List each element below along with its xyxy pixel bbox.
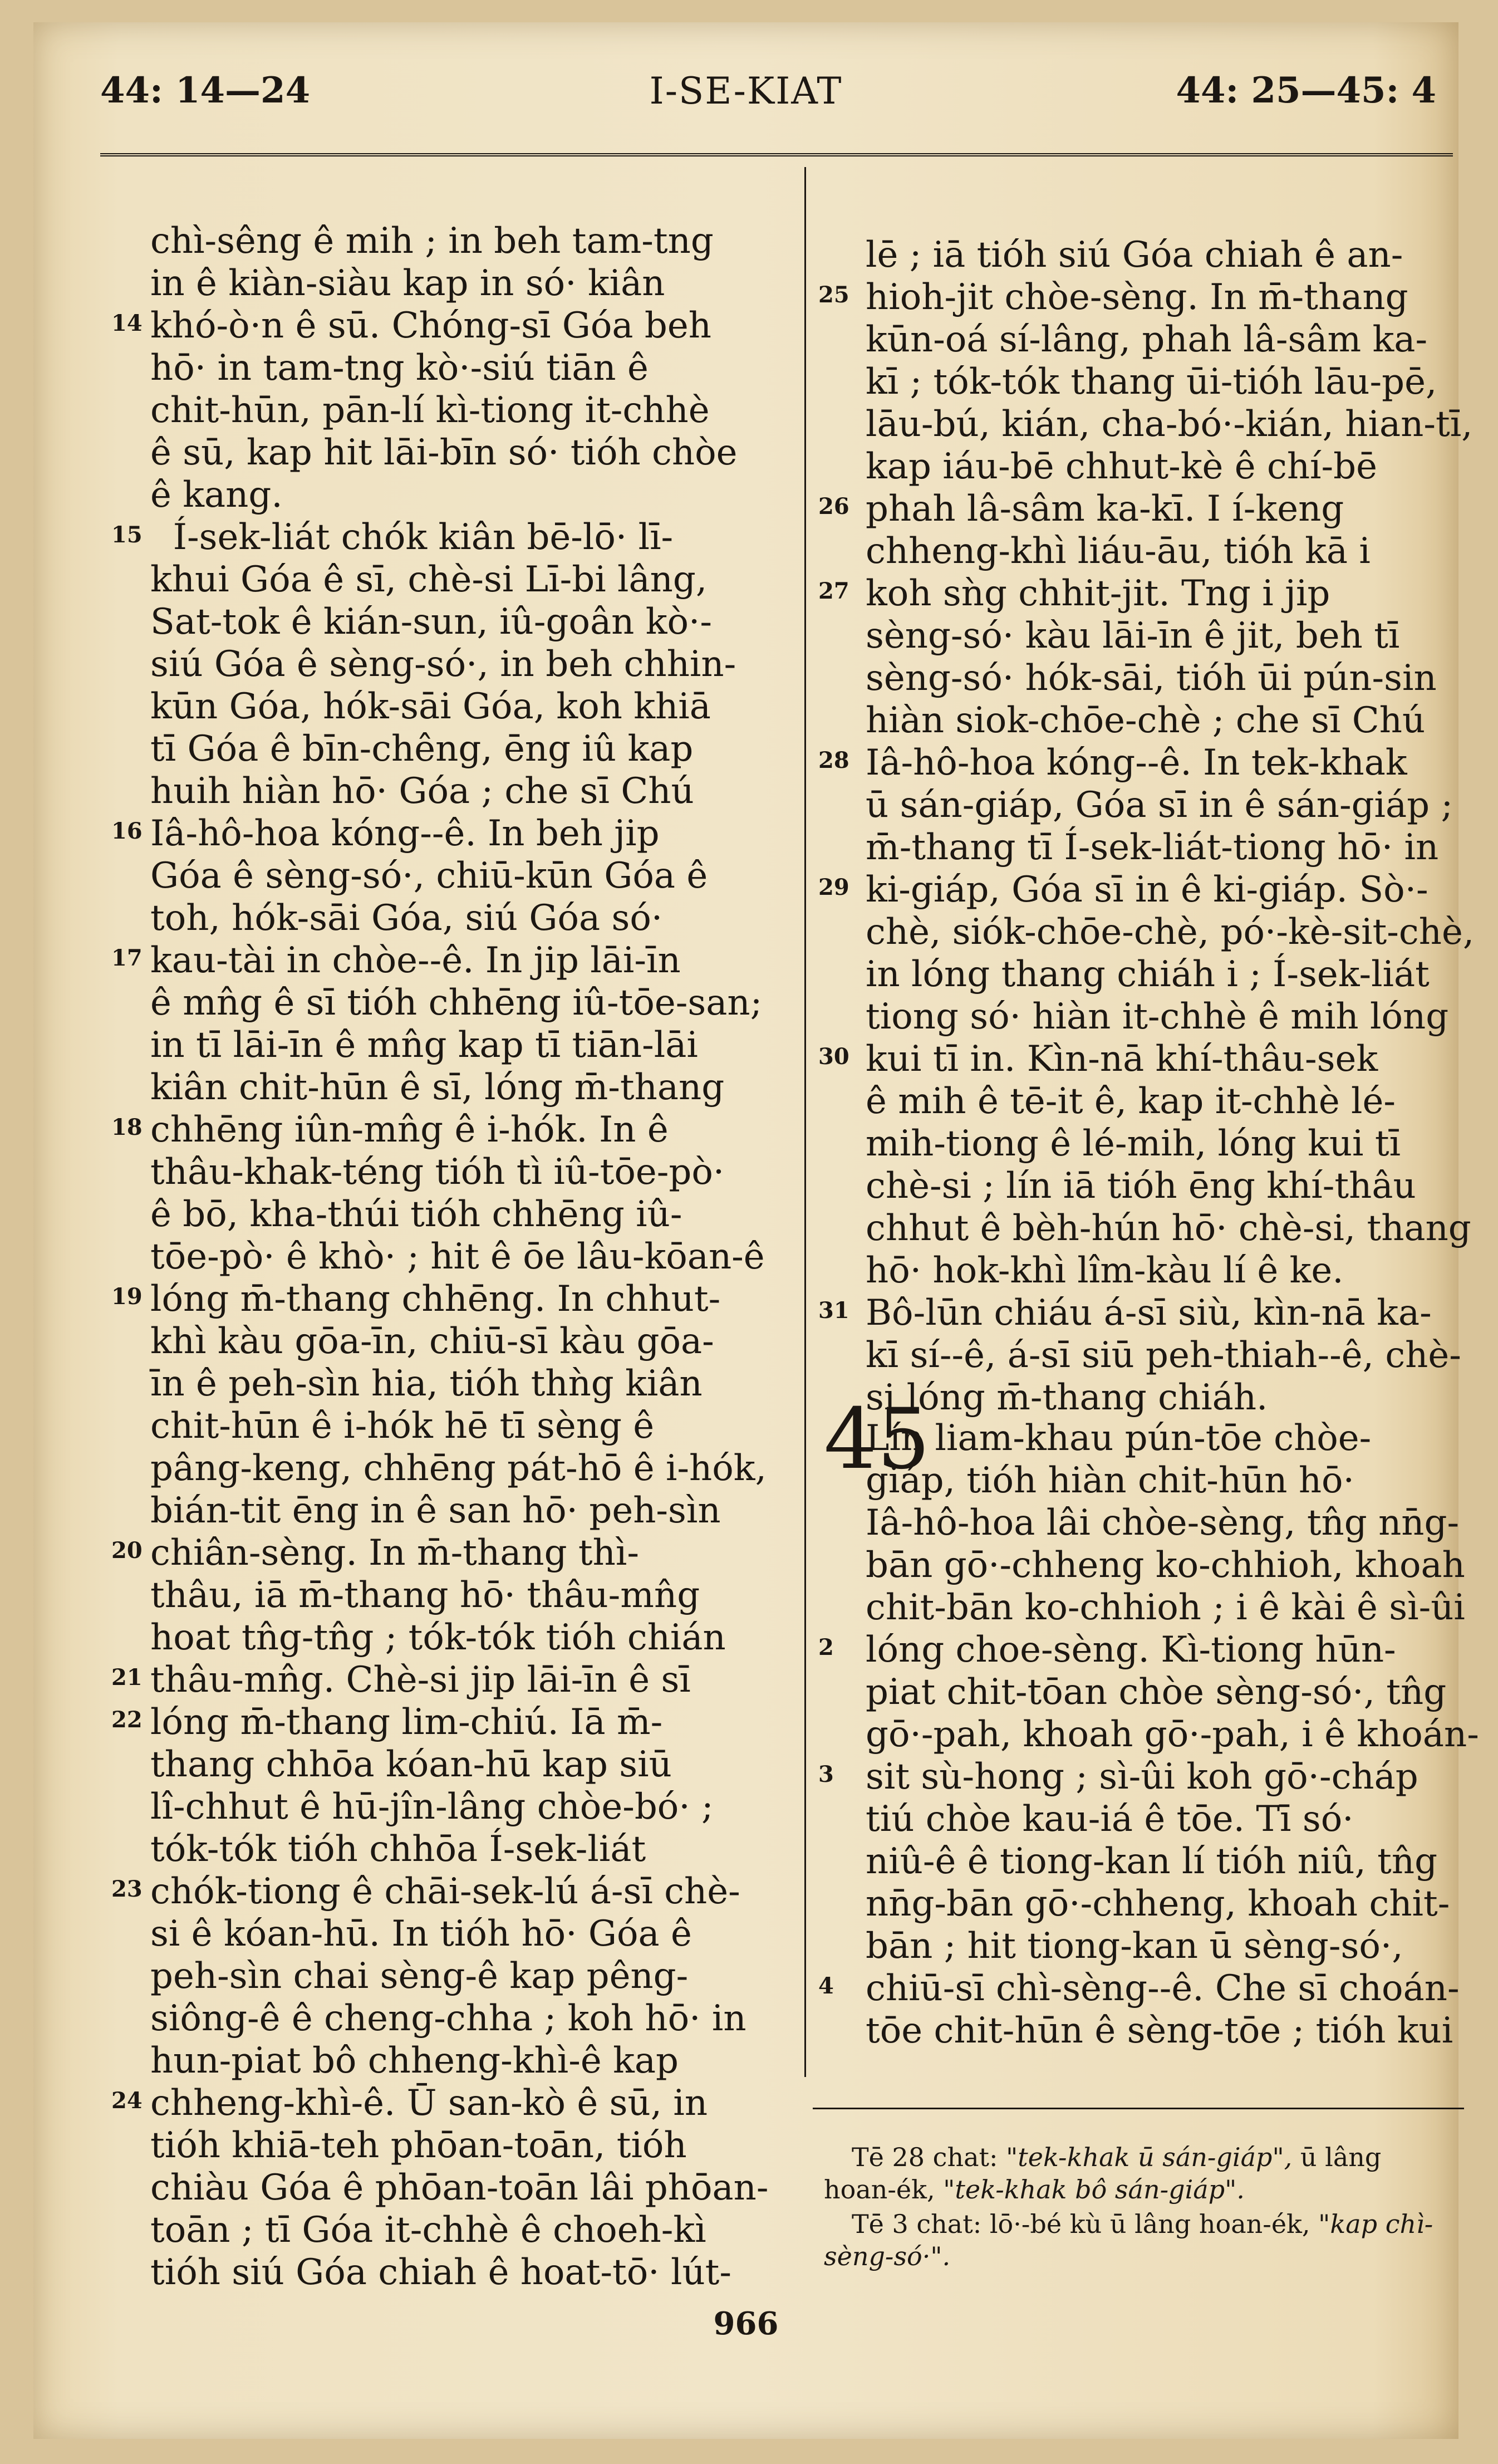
text-line: pâng-keng, chhēng pát-hō ê i-hók, [150,1448,767,1489]
text-line: koh sǹg chhit-jit. Tng i jip [866,573,1330,614]
footnote-1-quote2: "tek-khak bô sán-giáp". [943,2174,1245,2205]
text-line: Sat-tok ê kián-sun, iû-goân kò·- [150,601,712,643]
text-line: Í-sek-liát chók kiân bē-lō· lī- [150,517,674,558]
text-line: chhēng iûn-mn̂g ê i-hók. In ê [150,1109,669,1150]
verse-number: 20 [111,1537,143,1564]
text-line: chì-sêng ê mih ; in beh tam-tng [150,221,714,262]
text-line: m̄-thang tī Í-sek-liát-tiong hō· in [866,827,1439,868]
text-line: hō· in tam-tng kò·-siú tiān ê [150,347,649,389]
text-line: thang chhōa kóan-hū kap siū [150,1744,672,1785]
footnote-2-quote: "kap chì-sèng-só·". [824,2209,1433,2271]
text-line: toh, hók-sāi Góa, siú Góa só· [150,898,663,939]
text-line: kūn-oá sí-lâng, phah lâ-sâm ka- [866,319,1428,360]
text-line: tiú chòe kau-iá ê tōe. Tī só· [866,1799,1354,1840]
footnote-rule [813,2108,1464,2109]
right-verse-range: 44: 25—45: 4 [1176,70,1436,111]
text-line: kau-tài in chòe--ê. In jip lāi-īn [150,940,681,981]
chapter-45-text [866,1417,1479,2052]
column-divider [804,167,806,2077]
text-line: lāu-bú, kián, cha-bó·-kián, hian-tī, [866,404,1473,445]
verse-number: 4 [818,1973,834,1999]
footnotes [824,2141,1453,2275]
verse-number: 2 [818,1634,834,1660]
text-line: ê sū, kap hit lāi-bīn só· tióh chòe [150,432,738,473]
verse-number: 29 [818,874,849,900]
text-line: chiân-sèng. In m̄-thang thì- [150,1532,639,1574]
text-line: lē ; iā tióh siú Góa chiah ê an- [866,234,1403,276]
text-line: phah lâ-sâm ka-kī. I í-keng [866,488,1344,530]
text-line: huih hiàn hō· Góa ; che sī Chú [150,771,694,812]
text-line: lî-chhut ê hū-jîn-lâng chòe-bó· ; [150,1786,714,1828]
verse-number: 19 [111,1284,143,1310]
text-line: chheng-khì-ê. Ū san-kò ê sū, in [150,2083,708,2124]
text-line: ê bō, kha-thúi tióh chhēng iû- [150,1194,682,1235]
text-line: toān ; tī Góa it-chhè ê choeh-kì [150,2210,706,2251]
text-line: bān ; hit tiong-kan ū sèng-só·, [866,1926,1403,1967]
text-line: hioh-jit chòe-sèng. In m̄-thang [866,277,1408,318]
text-line: īn ê peh-sìn hia, tióh thǹg kiân [150,1363,703,1404]
verse-number: 15 [111,522,143,548]
footnote-1 [824,2141,1453,2206]
left-column-text [150,220,768,2294]
text-line: chè-si ; lín iā tióh ēng khí-thâu [866,1165,1416,1207]
verse-number: 3 [818,1761,834,1787]
text-line: si lóng m̄-thang chiáh. [866,1377,1268,1418]
text-line: tióh khiā-teh phōan-toān, tióh [150,2125,687,2166]
text-line: chiū-sī chì-sèng--ê. Che sī choán- [866,1968,1460,2009]
text-line: kī sí--ê, á-sī siū peh-thiah--ê, chè- [866,1335,1461,1376]
text-line: lóng m̄-thang lim-chiú. Iā m̄- [150,1702,663,1743]
text-line: ê mn̂g ê sī tióh chhēng iû-tōe-san; [150,982,763,1023]
text-line: chit-hūn ê i-hók hē tī sèng ê [150,1405,655,1447]
text-line: Iâ-hô-hoa kóng--ê. In tek-khak [866,742,1407,783]
verse-number: 24 [111,2088,143,2114]
footnote-1-text: ū lâng hoan-ék, [824,2142,1382,2205]
footnote-2 [824,2208,1453,2272]
footnote-2-text: lō·-bé kù ū lâng hoan-ék, [981,2209,1310,2239]
text-line: thâu-khak-téng tióh tì iû-tōe-pò· [150,1152,725,1193]
text-line: sèng-só· hók-sāi, tióh ūi pún-sin [866,658,1437,699]
header-rule [100,153,1453,159]
text-line: ê mih ê tē-it ê, kap it-chhè lé- [866,1081,1396,1122]
footnote-1-quote: "tek-khak ū sán-giáp", [1006,2142,1293,2172]
verse-number: 17 [111,945,143,971]
left-verse-range: 44: 14—24 [100,70,311,111]
text-line: chè, siók-chōe-chè, pó·-kè-sit-chè, [866,912,1475,953]
verse-number: 14 [111,310,143,336]
text-line: kī ; tók-tók thang ūi-tióh lāu-pē, [866,361,1437,403]
verse-number: 28 [818,747,849,773]
text-line: in tī lāi-īn ê mn̂g kap tī tiān-lāi [150,1025,698,1066]
text-line: khui Góa ê sī, chè-si Lī-bi lâng, [150,559,708,600]
text-line: Góa ê sèng-só·, chiū-kūn Góa ê [150,855,708,897]
text-line: khó-ò·n ê sū. Chóng-sī Góa beh [150,305,711,346]
chapter-number: 45 [824,1391,930,1488]
text-line: chhut ê bèh-hún hō· chè-si, thang [866,1208,1471,1249]
text-line: tī Góa ê bīn-chêng, ēng iû kap [150,728,694,770]
text-line: hun-piat bô chheng-khì-ê kap [150,2040,679,2081]
page-number: 966 [713,2305,779,2342]
text-line: siú Góa ê sèng-só·, in beh chhin- [150,644,736,685]
text-line: tiong só· hiàn it-chhè ê mih lóng [866,996,1449,1037]
text-line: Bô-lūn chiáu á-sī siù, kìn-nā ka- [866,1292,1432,1334]
text-line: chók-tiong ê chāi-sek-lú á-sī chè- [150,1871,740,1912]
text-line: ū sán-giáp, Góa sī in ê sán-giáp ; [866,785,1453,826]
text-line: lóng choe-sèng. Kì-tiong hūn- [866,1629,1396,1671]
footnote-1-label: Tē 28 chat: [852,2142,998,2172]
text-line: tióh siú Góa chiah ê hoat-tō· lút- [150,2252,731,2293]
text-line: in lóng thang chiáh i ; Í-sek-liát [866,954,1430,995]
text-line: hiàn siok-chōe-chè ; che sī Chú [866,700,1426,741]
verse-number: 25 [818,282,849,308]
page-header [33,70,1458,131]
verse-number: 22 [111,1707,143,1733]
text-line: tók-tók tióh chhōa Í-sek-liát [150,1829,646,1870]
text-line: gō·-pah, khoah gō·-pah, i ê khoán- [866,1714,1479,1755]
text-line: peh-sìn chai sèng-ê kap pêng- [150,1956,689,1997]
text-line: sèng-só· kàu lāi-īn ê jit, beh tī [866,615,1400,657]
text-line: ê kang. [150,474,283,516]
text-line: si ê kóan-hū. In tióh hō· Góa ê [150,1913,692,1954]
verse-number: 23 [111,1876,143,1902]
text-line: tōe-pò· ê khò· ; hit ê ōe lâu-kōan-ê [150,1236,765,1277]
text-line: kui tī in. Kìn-nā khí-thâu-sek [866,1038,1378,1080]
text-line: lóng m̄-thang chhēng. In chhut- [150,1278,721,1320]
verse-number: 30 [818,1044,849,1070]
book-title: I-SE-KIAT [649,70,843,112]
text-line: chiàu Góa ê phōan-toān lâi phōan- [150,2167,769,2208]
text-line: chit-bān ko-chhioh ; i ê kài ê sì-ûi [866,1587,1465,1628]
text-line: Lín liam-khau pún-tōe chòe- [866,1418,1372,1459]
right-column-text [866,234,1474,1419]
text-line: sit sù-hong ; sì-ûi koh gō·-cháp [866,1756,1418,1797]
verse-number: 18 [111,1114,143,1140]
text-line: chheng-khì liáu-āu, tióh kā i [866,531,1371,572]
text-line: Iâ-hô-hoa lâi chòe-sèng, tn̂g nn̄g- [866,1502,1460,1544]
text-line: ki-giáp, Góa sī in ê ki-giáp. Sò·- [866,869,1428,910]
text-line: thâu, iā m̄-thang hō· thâu-mn̂g [150,1575,700,1616]
text-line: bián-tit ēng in ê san hō· peh-sìn [150,1490,721,1531]
text-line: kūn Góa, hók-sāi Góa, koh khiā [150,686,711,727]
text-line: hoat tn̂g-tn̂g ; tók-tók tióh chián [150,1617,726,1658]
verse-number: 21 [111,1664,143,1691]
text-line: Iâ-hô-hoa kóng--ê. In beh jip [150,813,660,854]
text-line: siông-ê ê cheng-chha ; koh hō· in [150,1998,746,2039]
text-line: thâu-mn̂g. Chè-si jip lāi-īn ê sī [150,1659,691,1701]
text-line: nn̄g-bān gō·-chheng, khoah chit- [866,1883,1450,1924]
verse-number: 16 [111,818,143,844]
text-line: in ê kiàn-siàu kap in só· kiân [150,263,665,304]
text-line: niû-ê ê tiong-kan lí tióh niû, tn̂g [866,1841,1438,1882]
text-line: tōe chit-hūn ê sèng-tōe ; tióh kui [866,2010,1453,2051]
footnote-2-label: Tē 3 chat: [852,2209,982,2239]
verse-number: 27 [818,578,849,604]
scripture-page [33,22,1479,2439]
text-line: kap iáu-bē chhut-kè ê chí-bē [866,446,1377,487]
text-line: kiân chit-hūn ê sī, lóng m̄-thang [150,1067,725,1108]
text-line: piat chit-tōan chòe sèng-só·, tn̂g [866,1672,1447,1713]
text-line: giáp, tióh hiàn chit-hūn hō· [866,1460,1354,1501]
text-line: chit-hūn, pān-lí kì-tiong it-chhè [150,390,710,431]
verse-number: 31 [818,1297,849,1324]
text-line: mih-tiong ê lé-mih, lóng kui tī [866,1123,1401,1164]
verse-number: 26 [818,493,849,520]
text-line: khì kàu gōa-īn, chiū-sī kàu gōa- [150,1321,714,1362]
text-line: bān gō·-chheng ko-chhioh, khoah [866,1545,1465,1586]
text-line: hō· hok-khì lîm-kàu lí ê ke. [866,1250,1344,1291]
